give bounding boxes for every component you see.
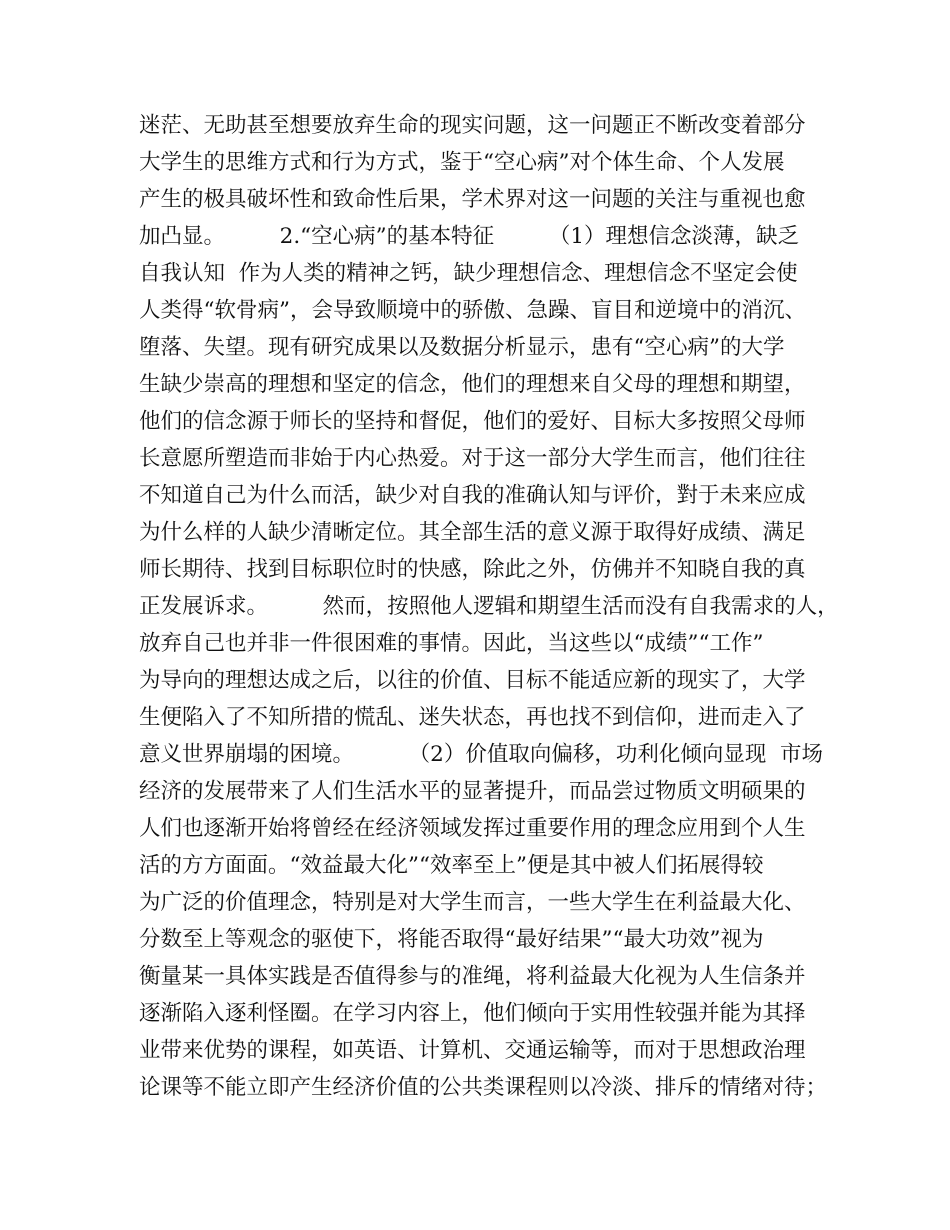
text-line: 人类得“软骨病”，会导致顺境中的骄傲、急躁、盲目和逆境中的消沉、: [139, 298, 806, 323]
text-line: 为什么样的人缺少清晰定位。其全部生活的意义源于取得好成绩、满足: [139, 520, 806, 545]
text-line: 为导向的理想达成之后，以往的价值、目标不能适应新的现实了，大学: [139, 668, 806, 693]
text-line: 经济的发展带来了人们生活水平的显著提升，而品尝过物质文明硕果的: [139, 779, 806, 804]
text-line: 迷茫、无助甚至想要放弃生命的现实问题，这一问题正不断改变着部分: [139, 113, 806, 138]
text-line: 意义世界崩塌的困境。 （2）价值取向偏移，功利化倾向显现 市场: [139, 742, 824, 767]
text-line: 师长期待、找到目标职位时的快感，除此之外，仿佛并不知晓自我的真: [139, 557, 806, 582]
text-line: 他们的信念源于师长的坚持和督促，他们的爱好、目标大多按照父母师: [139, 409, 806, 434]
text-line: 产生的极具破坏性和致命性后果，学术界对这一问题的关注与重视也愈: [139, 187, 806, 212]
text-line: 长意愿所塑造而非始于内心热爱。对于这一部分大学生而言，他们往往: [139, 446, 806, 471]
text-line: 正发展诉求。 然而，按照他人逻辑和期望生活而没有自我需求的人，: [139, 594, 839, 619]
text-line: 为广泛的价值理念，特别是对大学生而言，一些大学生在利益最大化、: [139, 890, 806, 915]
text-line: 大学生的思维方式和行为方式，鉴于“空心病”对个体生命、个人发展: [139, 150, 785, 175]
text-line: 不知道自己为什么而活，缺少对自我的准确认知与评价，對于未来应成: [139, 483, 806, 508]
text-line: 分数至上等观念的驱使下，将能否取得“最好结果”“最大功效”视为: [139, 927, 764, 952]
text-line: 业带来优势的课程，如英语、计算机、交通运输等，而对于思想政治理: [139, 1038, 806, 1063]
body-text: [139, 107, 839, 1106]
text-line: 逐渐陷入逐利怪圈。在学习内容上，他们倾向于实用性较强并能为其择: [139, 1001, 806, 1026]
text-line: 人们也逐渐开始将曾经在经济领域发挥过重要作用的理念应用到个人生: [139, 816, 806, 841]
text-line: 堕落、失望。现有研究成果以及数据分析显示，患有“空心病”的大学: [139, 335, 785, 360]
text-line: 活的方方面面。“效益最大化”“效率至上”便是其中被人们拓展得较: [139, 853, 764, 878]
text-line: 生缺少崇高的理想和坚定的信念，他们的理想来自父母的理想和期望，: [139, 372, 806, 397]
text-line: 论课等不能立即产生经济价值的公共类课程则以冷淡、排斥的情绪对待；: [139, 1075, 828, 1100]
text-line: 生便陷入了不知所措的慌乱、迷失状态，再也找不到信仰，进而走入了: [139, 705, 806, 730]
text-line: 衡量某一具体实践是否值得参与的准绳，将利益最大化视为人生信条并: [139, 964, 806, 989]
text-line: 加凸显。 2.“空心病”的基本特征 （1）理想信念淡薄，缺乏: [139, 224, 800, 249]
text-line: 自我认知 作为人类的精神之钙，缺少理想信念、理想信念不坚定会使: [139, 261, 798, 286]
text-line: 放弃自己也并非一件很困难的事情。因此，当这些以“成绩”“工作”: [139, 631, 764, 656]
